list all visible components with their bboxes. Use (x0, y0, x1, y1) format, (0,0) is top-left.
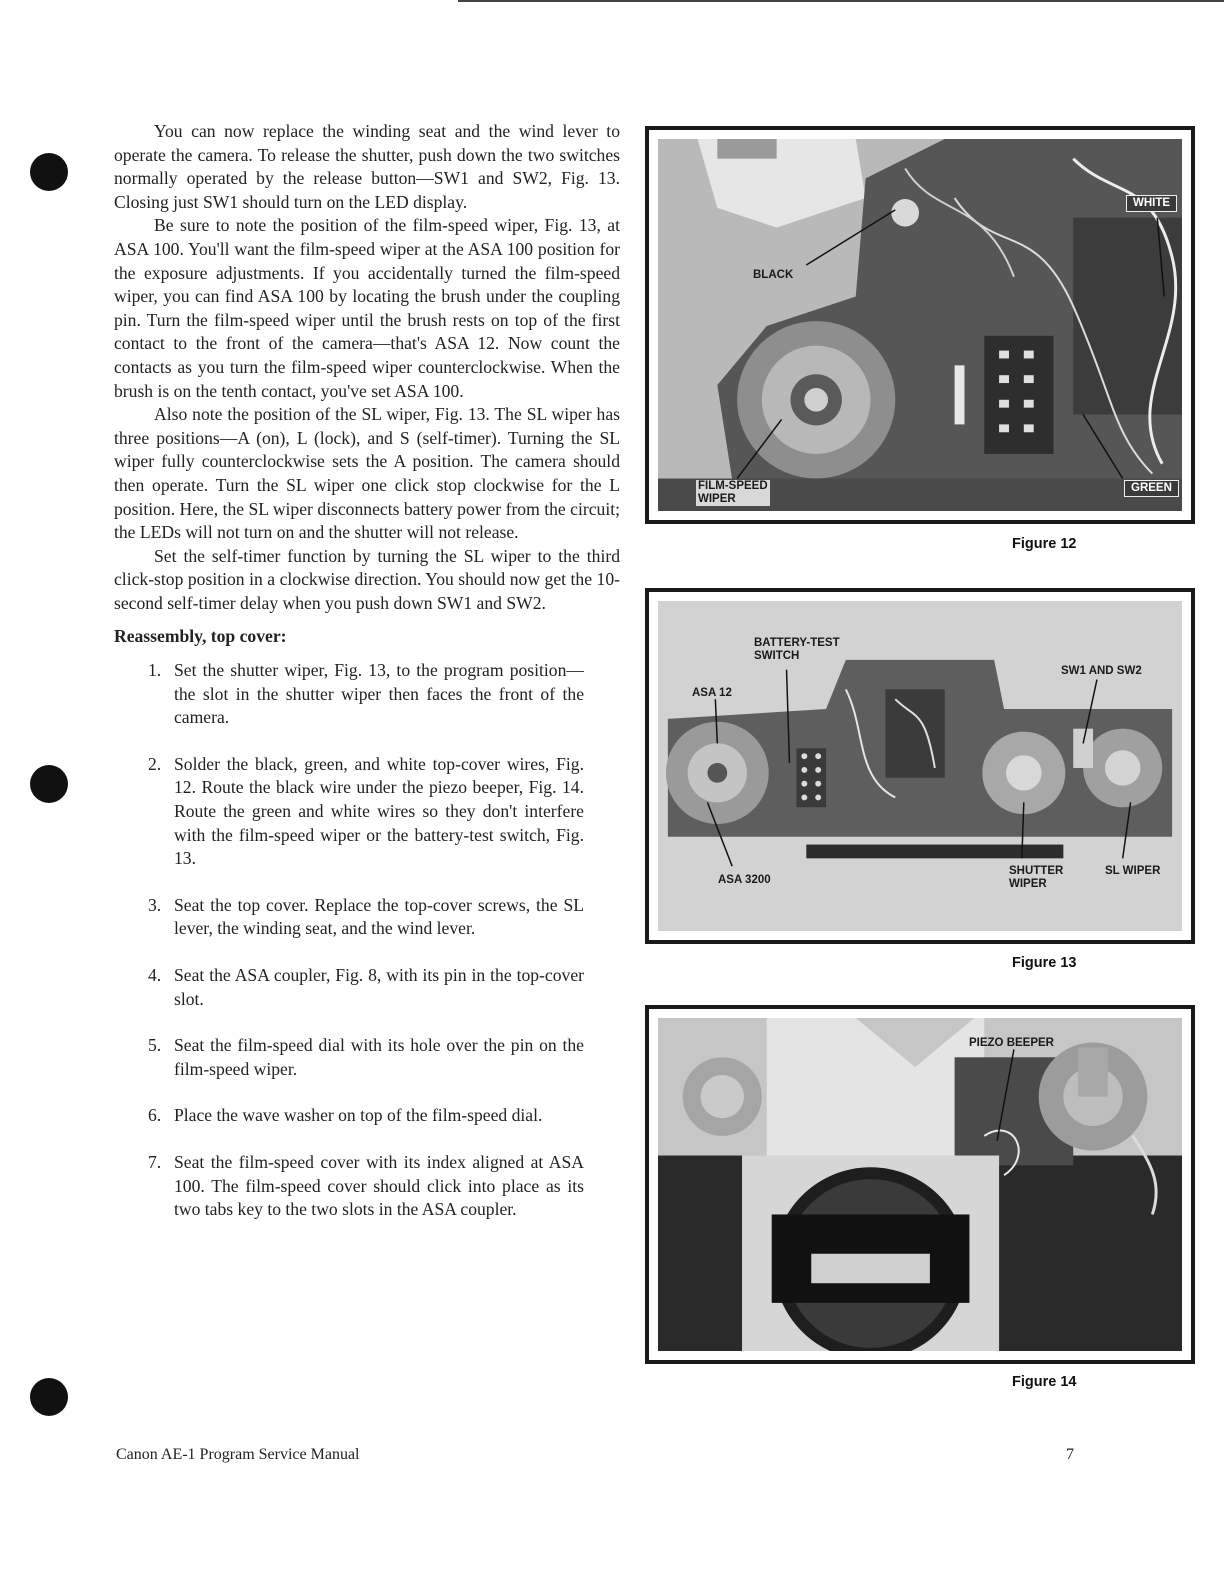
step-number: 6. (148, 1105, 162, 1126)
paragraph: Be sure to note the position of the film-speed wiper, Fig. 13, at ASA 100. You'll want the film-speed wiper at the ASA 100 position for the exposure adjustments. If you accidentally turned the film-speed wiper, you can find ASA 100 by locating the brush under the coupling pin. Turn the film-speed wiper until the brush rests on top of the first contact to the front of the camera—that's ASA 12. Now count the contacts as you turn the film-speed wiper counterclockwise. When the brush is on the tenth contact, you've set ASA 100. (114, 215, 620, 401)
section-heading: Reassembly, top cover: (114, 626, 287, 647)
step-item (114, 1151, 584, 1222)
figure-13-caption: Figure 13 (1012, 955, 1077, 971)
label-asa-3200: ASA 3200 (718, 874, 771, 886)
label-battery-test-switch: BATTERY-TEST SWITCH (754, 637, 840, 662)
step-item (114, 1104, 584, 1128)
figure-13 (645, 588, 1195, 944)
camera-top-internals-illustration (658, 139, 1182, 511)
step-number: 4. (148, 965, 162, 985)
figure-12 (645, 126, 1195, 524)
camera-front-body-illustration (658, 1018, 1182, 1351)
label-sw1-and-sw2: SW1 AND SW2 (1061, 665, 1142, 677)
step-text: Seat the top cover. Replace the top-cover screws, the SL lever, the winding seat, and the wind lever. (174, 894, 584, 939)
step-number: 1. (148, 660, 162, 681)
binder-hole (30, 153, 68, 191)
figure-13-photo (658, 601, 1182, 931)
step-number: 5. (148, 1035, 162, 1056)
step-number: 7. (148, 1151, 162, 1172)
label-piezo-beeper: PIEZO BEEPER (969, 1037, 1054, 1049)
paragraph: Also note the position of the SL wiper, Fig. 13. The SL wiper has three positions—A (on), L (lock), and S (self-timer). Turning the SL wiper fully counterclockwise sets the A position. The camera should then operate. Turn the SL wiper one click stop clockwise for the L position. Here, the SL wiper disconnects battery power from the circuit; the LEDs will not turn on and the shutter will not release. (114, 404, 620, 543)
step-text: Seat the ASA coupler, Fig. 8, with its pin in the top-cover slot. (174, 965, 584, 1009)
figure-14 (645, 1005, 1195, 1364)
step-item (114, 753, 584, 871)
step-text: Solder the black, green, and white top-cover wires, Fig. 12. Route the black wire under the piezo beeper, Fig. 14. Route the green and white wires so they don't interfere with the film-speed wiper or the battery-test switch, Fig. 13. (174, 753, 584, 869)
figure-12-photo (658, 139, 1182, 511)
step-text: Set the shutter wiper, Fig. 13, to the program position—the slot in the shutter wiper then faces the front of the camera. (174, 660, 584, 728)
label-white: WHITE (1126, 195, 1177, 212)
step-number: 3. (148, 894, 162, 915)
label-asa-12: ASA 12 (692, 687, 732, 699)
step-text: Place the wave washer on top of the film-speed dial. (174, 1105, 543, 1126)
label-shutter-wiper: SHUTTER WIPER (1009, 865, 1064, 890)
page-number: 7 (1066, 1446, 1074, 1463)
figure-14-photo (658, 1018, 1182, 1351)
step-item (114, 894, 584, 941)
step-item (114, 964, 584, 1011)
reassembly-steps (114, 659, 620, 1222)
binder-hole (30, 1378, 68, 1416)
paragraph: Set the self-timer function by turning the SL wiper to the third click-stop position in a clockwise direction. You should now get the 10-second self-timer delay when you push down SW1 and SW2. (114, 545, 620, 613)
top-edge-rule (458, 0, 1224, 2)
figure-12-caption: Figure 12 (1012, 536, 1077, 552)
step-text: Seat the film-speed dial with its hole over the pin on the film-speed wiper. (174, 1035, 584, 1079)
body-text-column (114, 120, 620, 1222)
step-number: 2. (148, 753, 162, 774)
footer-title: Canon AE-1 Program Service Manual (116, 1446, 360, 1463)
figure-14-caption: Figure 14 (1012, 1374, 1077, 1390)
paragraph: You can now replace the winding seat and the wind lever to operate the camera. To release the shutter, push down the two switches normally operated by the release button—SW1 and SW2, Fig. 13. Closing just SW1 should turn on the LED display. (114, 121, 620, 212)
step-text: Seat the film-speed cover with its index aligned at ASA 100. The film-speed cover should click into place as its two tabs key to the two slots in the ASA coupler. (174, 1151, 584, 1220)
label-green: GREEN (1124, 480, 1179, 497)
label-black: BLACK (753, 269, 794, 281)
label-film-speed-wiper: FILM-SPEED WIPER (698, 480, 768, 505)
label-sl-wiper: SL WIPER (1105, 865, 1161, 877)
step-item (114, 1034, 584, 1081)
step-item (114, 659, 584, 730)
binder-hole (30, 765, 68, 803)
